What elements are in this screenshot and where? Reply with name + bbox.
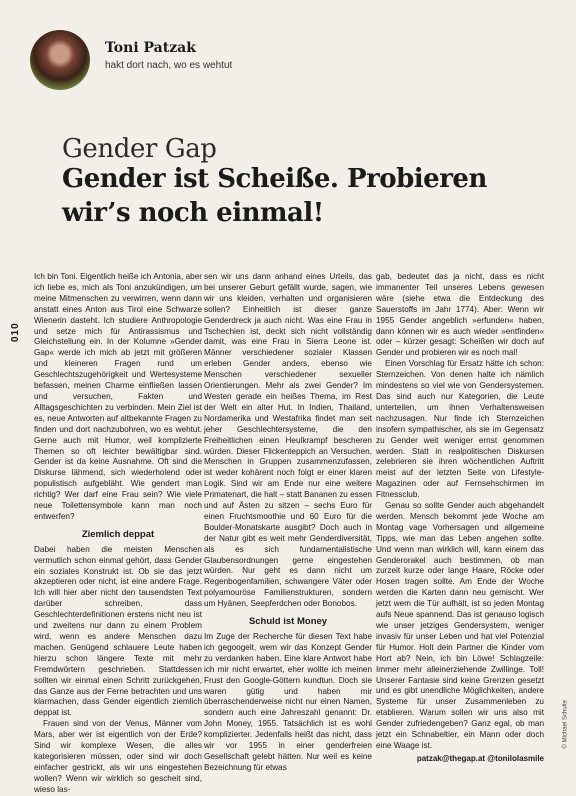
article-headline: Gender ist Scheiße. Probieren wir’s noch einmal! [62, 164, 487, 228]
article-column-3 [376, 272, 544, 765]
column-kicker: Gender Gap [62, 134, 217, 164]
article-column-2 [204, 272, 372, 774]
article-column-1 [34, 272, 202, 796]
paragraph: gab, bedeutet das ja nicht, dass es nicht immanenter Teil unseres Lebens gewesen wäre (siehe etwa die Entdeckung des Sauerstoffs im Jahr 1774). Aber: Wenn wir 1955 Gender angeblich »erfunden« haben, dann können wir es auch wieder »entfinden« oder – kürzer gesagt: Scheißen wir doch auf Gender und probieren wir es noch mal! [376, 272, 544, 358]
paragraph: Einen Vorschlag für Ersatz hätte ich schon: Sternzeichen. Von denen halte ich nämlich mindestens so viel wie von Gendersystemen. Das sind auch nur Kategorien, die Leute unterteilen, um ihnen Verhaltensweisen nachzusagen. Nur finde ich Sternzeichen insofern sympathischer, als sie im Gegensatz zu Gender weit weniger ernst genommen werden. Statt in realpolitischen Diskursen zelebrieren sie ihren wöchentlichen Auftritt meist auf der letzten Seite von Lifestyle-Magazinen oder auf Fernsehschirmen im Fitnessclub. [376, 359, 544, 500]
author-tagline: hakt dort nach, wo es wehtut [105, 60, 233, 71]
subheading: Ziemlich deppat [81, 528, 155, 540]
paragraph: Frauen sind von der Venus, Männer vom Mars, aber wer ist eigentlich von der Erde? Sind wir komplexe Wesen, die alles kategorisieren müssen, oder sind wir doch einfacher gestrickt, als wir uns eingestehen wollen? Wenn wir wirklich so gescheit sind, wieso las- [34, 719, 202, 794]
paragraph: Ich bin Toni. Eigentlich heiße ich Antonia, aber ich liebe es, mich als Toni anzukündigen, um meine Mitmenschen zu verwirren, wenn dann anstatt eines Anton aus Tirol eine Schwarze Wienerin dasteht. Ich studiere Anthropologie und setze mich für Antirassismus und Gleichstellung ein. In der Kolumne »Gender Gap« werde ich mich ab jetzt mit größeren und kleineren Fragen rund um Geschlechtszugehörigkeit und Wertesysteme befassen, meinen Charme einfließen lassen und versuchen, Fakten und Alltagsgeschichten zu verbinden. Mein Ziel ist es, neue Antworten auf altbekannte Fragen zu finden und dort nachzubohren, wo es wehtut. Gerne auch mit Humor, weil komplizierte Themen so oft leichter bewältigbar sind. Gender ist da keine Ausnahme. Oft sind die Diskurse lähmend, sich wiederholend oder populistisch aufgebläht. Wie gendert man richtig? Wer darf eine Frau sein? Wie viele neue Toilettensymbole kann man noch entwerfen? [34, 272, 202, 521]
paragraph: Genau so sollte Gender auch abgehandelt werden. Mensch bekommt jede Woche am Montag vage Vorhersagen und allgemeine Tipps, wie man das Leben angehen sollte. Und wenn man wirklich will, kann einem das Genderorakel auch bestimmen, ob man zurzeit kurze oder lange Haare, Röcke oder Hosen tragen sollte. Am Ende der Woche werden die Karten dann neu gemischt. Wer jetzt wem die Tür aufhält, ist so jeden Montag aufs Neue spannend. Das ist genauso logisch wie unser jetziges Gendersystem, weniger invasiv für unser Leben und hat viel Potenzial für Humor. Holt dein Partner die Kinder vom Hort ab? Nein, ich bin Löwe! Schlagzeile: Immer mehr alleinerziehende Zwillinge. Toll! Unserer Fantasie sind keine Grenzen gesetzt und es gibt unendliche Möglichkeiten, andere Systeme für unser Zusammenleben zu etablieren. Warum sollen wir uns also mit Gender zufriedengeben? Ganz egal, ob man jetzt ein Schnabeltier, ein Mann oder doch eine Waage ist. [376, 501, 544, 750]
page-number: 010 [10, 322, 21, 342]
paragraph: Dabei haben die meisten Menschen vermutlich schon einmal gehört, dass Gender ein soziales Konstrukt ist. Ob sie das jetzt akzeptieren oder nicht, ist eine andere Frage. Ich will hier aber nicht den tausendsten Text darüber schreiben, dass Geschlechterdefinitionen erstens nicht neu ist und zweitens nur dann zu einem Problem wird, wenn es andere Menschen dazu machen. Genügend schlauere Leute haben hierzu schon längere Texte mit mehr Fremdwörtern geschrieben. Stattdessen sollten wir einmal einen Schritt zurückgehen, das Ganze aus der Ferne betrachten und uns klarmachen, dass Gender eigentlich ziemlich deppat ist. [34, 544, 202, 718]
subheading: Schuld ist Money [248, 616, 328, 628]
paragraph: Im Zuge der Recherche für diesen Text habe ich gegoogelt, wem wir das Konzept Gender zu verdanken haben. Eine klare Antwort habe ich mir nicht erwartet, eher wollte ich meinen Frust den Google-Göttern kundtun. Doch sie waren gütig und haben mir überraschenderweise nicht nur einen Namen, sondern auch eine Jahreszahl genannt: Dr. John Money, 1955. Tatsächlich ist es wohl komplizierter. Jedenfalls heißt das nicht, dass wir vor 1955 in einer genderfreien Gesellschaft gelebt hätten. Nur weil es keine Bezeichnung für etwas [204, 632, 372, 772]
author-avatar [30, 30, 90, 90]
author-contact[interactable]: patzak@thegap.at @tonilolasmile [416, 753, 544, 763]
paragraph: sen wir uns dann anhand eines Urteils, das bei unserer Geburt gefällt wurde, sagen, wie wir uns kleiden, verhalten und organisieren sollen? Einheitlich ist dieser ganze Genderdreck ja auch nicht. Was eine Frau in Tschechien ist, deckt sich nicht vollständig damit, was eine Frau in Sierra Leone ist. Männer verschiedener sozialer Klassen erleben Gender anders, ebenso wie Menschen verschiedener sexueller Orientierungen. Mehr als zwei Gender? Im Westen gerade ein heißes Thema, im Rest der Welt ein alter Hut. In Indien, Thailand, Nordamerika und Westafrika findet man seit jeher Geschlechtersysteme, die den Freiheitlichen einen Heulkrampf bescheren würden. Dieser Flickenteppich an Versuchen, Menschen in Gruppen zusammenzufassen, ist weder kohärent noch folgt er einer klaren Logik. Sind wir am Ende nur eine weitere Primatenart, die halt – statt Bananen zu essen und auf Ästen zu sitzen – sechs Euro für einen Fruchtsmoothie und 60 Euro für die Boulder-Monatskarte ausgibt? Doch auch in der Natur gibt es weit mehr Genderdiversität, als es sich fundamentalistische Glaubensordnungen gerne eingestehen würden. Nur geht es dann nicht um Regenbogenfamilien, schwangere Väter oder polyamouröse Familienstrukturen, sondern um Hyänen, Seepferdchen oder Bonobos. [204, 272, 372, 609]
photo-credit: © Michael Schulte [562, 700, 568, 749]
author-name: Toni Patzak [105, 40, 196, 56]
